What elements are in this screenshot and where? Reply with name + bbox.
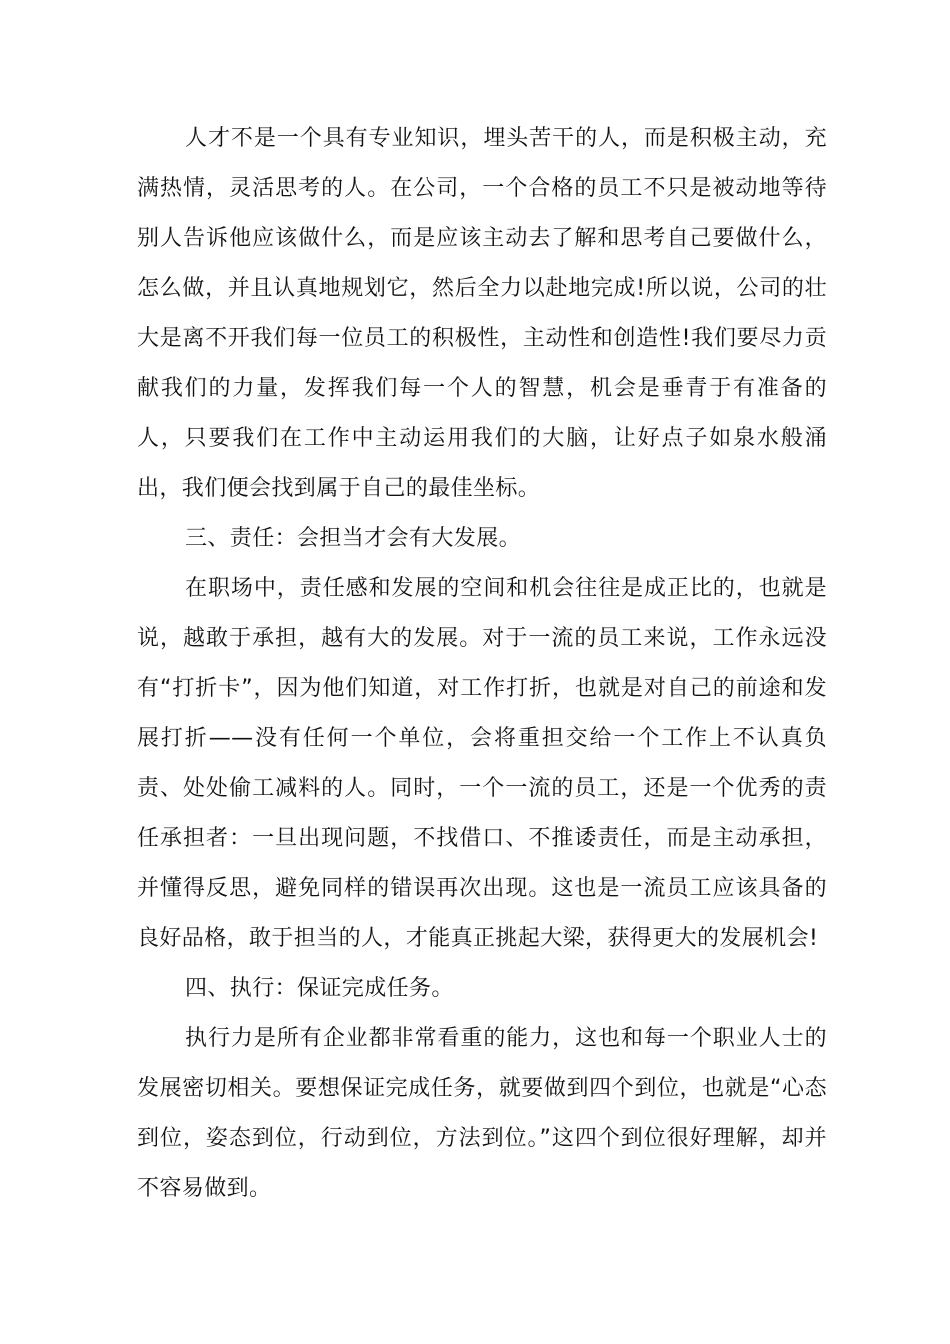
paragraph-responsibility: 在职场中，责任感和发展的空间和机会往往是成正比的，也就是说，越敢于承担，越有大的发展。对于一流的员工来说，工作永远没有“打折卡”，因为他们知道，对工作打折，也就是对自己的前途和发展打折——没有任何一个单位，会将重担交给一个工作上不认真负责、处处偷工减料的人。同时，一个一流的员工，还是一个优秀的责任承担者：一旦出现问题，不找借口、不推诿责任，而是主动承担，并懂得反思，避免同样的错误再次出现。这也是一流员工应该具备的良好品格，敢于担当的人，才能真正挑起大梁，获得更大的发展机会!	[137, 576, 827, 951]
document-body	[137, 114, 827, 1214]
section-heading-execution: 四、执行：保证完成任务。	[185, 976, 454, 1001]
section-heading-responsibility: 三、责任：会担当才会有大发展。	[185, 526, 522, 551]
paragraph-execution: 执行力是所有企业都非常看重的能力，这也和每一个职业人士的发展密切相关。要想保证完成任务，就要做到四个到位，也就是“心态到位，姿态到位，行动到位，方法到位。”这四个到位很好理解，却并不容易做到。	[137, 1026, 827, 1201]
paragraph-talent: 人才不是一个具有专业知识，埋头苦干的人，而是积极主动，充满热情，灵活思考的人。在公司，一个合格的员工不只是被动地等待别人告诉他应该做什么，而是应该主动去了解和思考自己要做什么，怎么做，并且认真地规划它，然后全力以赴地完成!所以说，公司的壮大是离不开我们每一位员工的积极性，主动性和创造性!我们要尽力贡献我们的力量，发挥我们每一个人的智慧，机会是垂青于有准备的人，只要我们在工作中主动运用我们的大脑，让好点子如泉水般涌出，我们便会找到属于自己的最佳坐标。	[137, 126, 827, 501]
